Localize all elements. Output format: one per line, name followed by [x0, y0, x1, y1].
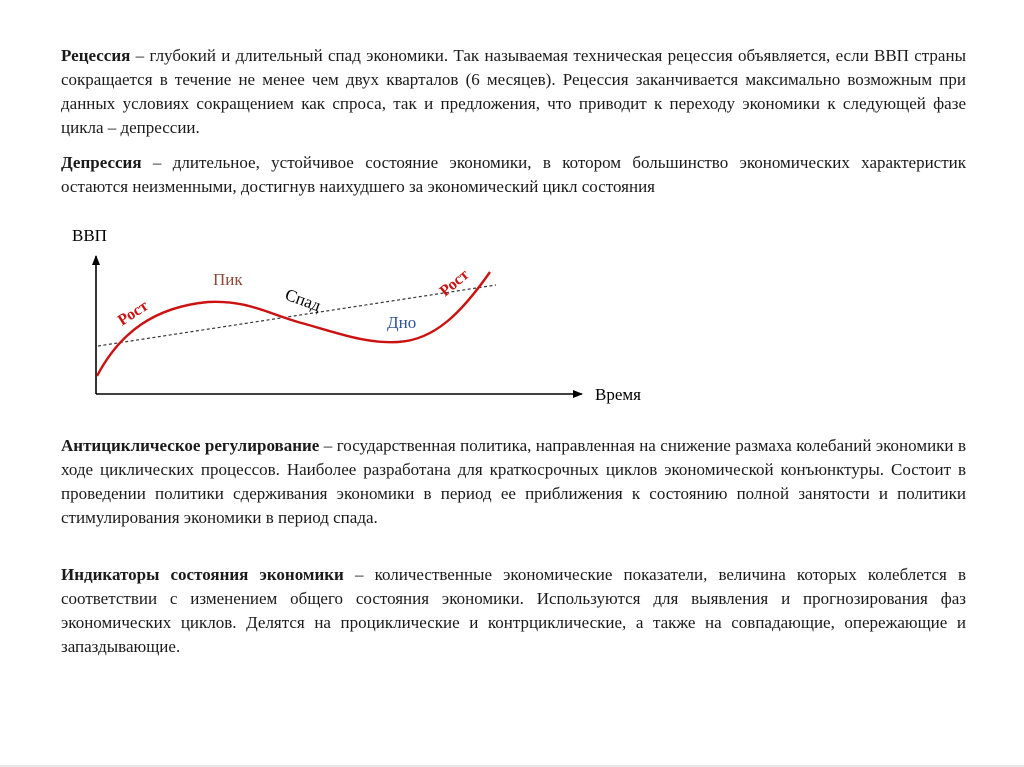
business-cycle-diagram: [60, 222, 660, 412]
definition-anticyclical: – государственная политика, направленная на снижение размаха колебаний экономики в ходе циклических процессов. Наиболее разработана для краткосрочных циклов экономической конъюнктуры. Состоит в проведении политики сдерживания экономики в период ее приближения к состоянию полной занятости и политики стимулирования экономики в период спада.: [61, 436, 966, 527]
term-indicators: Индикаторы состояния экономики: [61, 565, 344, 584]
y-axis-label: ВВП: [72, 226, 107, 245]
term-depression: Депрессия: [61, 153, 142, 172]
paragraph-anticyclical: [61, 434, 966, 530]
term-anticyclical: Антициклическое регулирование: [61, 436, 320, 455]
phase-label-decline: Спад: [282, 284, 324, 316]
paragraph-indicators: [61, 563, 966, 659]
definition-indicators: – количественные экономические показатели, величина которых колеблется в соответствии с изменением общего состояния экономики. Используются для выявления и прогнозирования фаз экономических циклов. Делятся на проциклические и контрциклические, а также на совпадающие, опережающие и запаздывающие.: [61, 565, 966, 656]
definition-depression: – длительное, устойчивое состояние экономики, в котором большинство экономических характеристик остаются неизменными, достигнув наихудшего за экономический цикл состояния: [61, 153, 966, 196]
phase-label-growth-left: Рост: [114, 297, 152, 330]
phase-label-bottom: Дно: [387, 313, 417, 332]
paragraph-recession: [61, 44, 966, 140]
paragraph-depression: [61, 151, 966, 199]
x-axis-label: Время: [595, 385, 641, 404]
definition-recession: – глубокий и длительный спад экономики. Так называемая техническая рецессия объявляется, если ВВП страны сокращается в течение не менее чем двух кварталов (6 месяцев). Рецессия заканчивается максимально возможным при данных условиях сокращением как спроса, так и предложения, что приводит к переходу экономики к следующей фазе цикла – депрессии.: [61, 46, 966, 137]
term-recession: Рецессия: [61, 46, 131, 65]
phase-label-growth-right: Рост: [436, 266, 473, 301]
phase-label-peak: Пик: [213, 270, 243, 289]
